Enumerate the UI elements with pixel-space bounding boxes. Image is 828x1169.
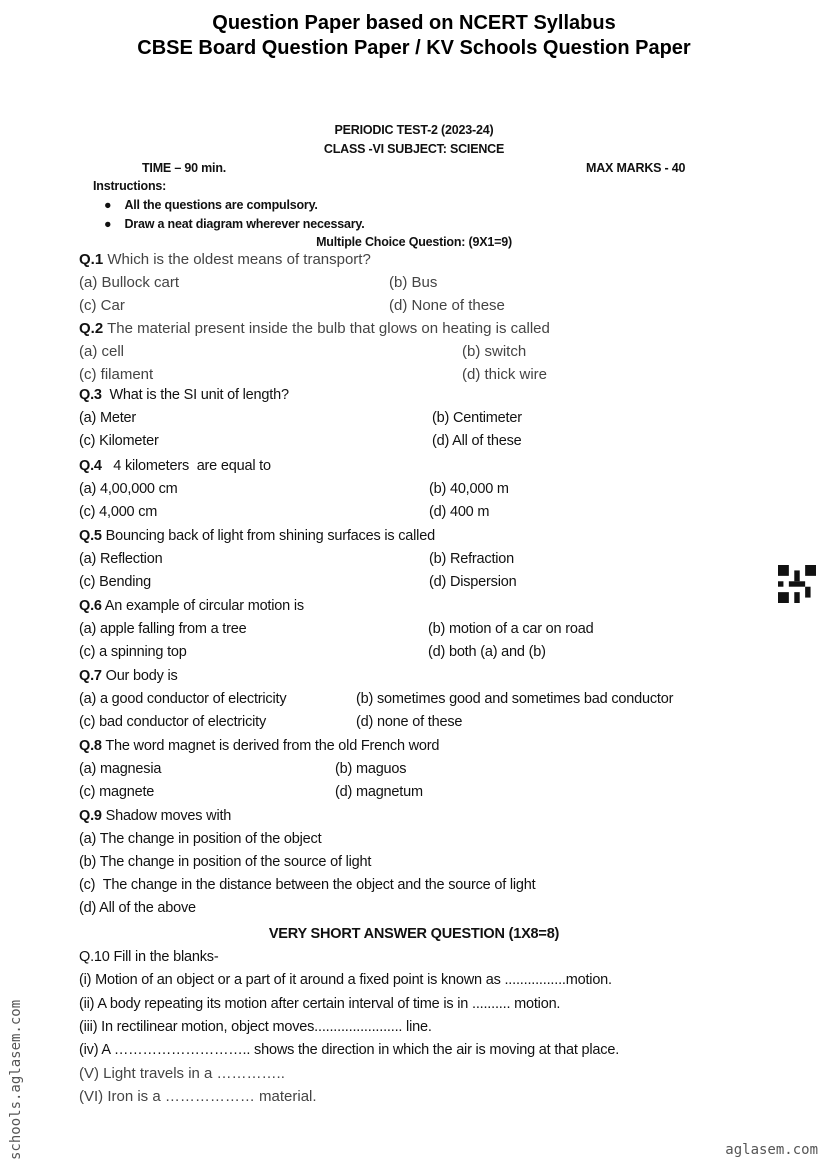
option: (c) a spinning top: [79, 644, 187, 660]
option: (b) maguos: [335, 761, 407, 777]
test-title: PERIODIC TEST-2 (2023-24): [334, 123, 494, 137]
option: (c) Car: [79, 297, 125, 314]
option: (a) cell: [79, 343, 125, 360]
option: (d) 400 m: [429, 504, 490, 520]
option: (b) 40,000 m: [429, 481, 509, 497]
option: (b) motion of a car on road: [428, 621, 594, 637]
question-5: [79, 527, 435, 545]
question-8: [79, 737, 439, 755]
option: (c) Bending: [79, 574, 151, 590]
question-number: Q.6: [79, 598, 102, 614]
option: (c) magnete: [79, 784, 155, 800]
question-text: Bouncing back of light from shining surfaces is called: [101, 528, 435, 544]
q10-item: (VI) Iron is a ……………… material.: [79, 1088, 317, 1105]
header-line-1: Question Paper based on NCERT Syllabus: [212, 12, 616, 34]
question-text: The word magnet is derived from the old French word: [101, 738, 440, 754]
section-b-heading: VERY SHORT ANSWER QUESTION (1X8=8): [268, 926, 560, 942]
option: (d) All of these: [432, 433, 522, 449]
question-1: [79, 251, 371, 269]
q10-item: (i) Motion of an object or a part of it around a fixed point is known as ................motion.: [79, 972, 612, 988]
watermark-left: schools.aglasem.com: [8, 999, 24, 1160]
option: (c) Kilometer: [79, 433, 159, 449]
option: (b) Bus: [389, 274, 438, 291]
question-number: Q.8: [79, 738, 102, 754]
option: (a) magnesia: [79, 761, 162, 777]
instruction-item: ● All the questions are compulsory.: [104, 198, 318, 212]
question-6: [79, 597, 304, 615]
question-text: Our body is: [101, 668, 178, 684]
option: (a) a good conductor of electricity: [79, 691, 287, 707]
option: (b) Refraction: [429, 551, 515, 567]
option: (d) none of these: [356, 714, 463, 730]
option: (a) apple falling from a tree: [79, 621, 247, 637]
question-number: Q.9: [79, 808, 102, 824]
option: (b) sometimes good and sometimes bad conductor: [356, 691, 674, 707]
question-number: Q.3: [79, 387, 102, 403]
question-number: Q.1: [79, 251, 104, 268]
section-a-heading: Multiple Choice Question: (9X1=9): [316, 235, 512, 249]
option: (a) The change in position of the object: [79, 831, 322, 847]
question-2: [79, 320, 550, 338]
option: (c) 4,000 cm: [79, 504, 158, 520]
question-number: Q.4: [79, 458, 102, 474]
time: TIME – 90 min.: [142, 161, 227, 175]
max-marks: MAX MARKS - 40: [586, 161, 686, 175]
q10-item: (iii) In rectilinear motion, object moves....................... line.: [79, 1019, 432, 1035]
question-text: 4 kilometers are equal to: [101, 458, 271, 474]
question-number: Q.5: [79, 528, 102, 544]
question-4: [79, 457, 271, 475]
question-text: Which is the oldest means of transport?: [103, 251, 371, 268]
header-line-2: CBSE Board Question Paper / KV Schools Question Paper: [137, 37, 691, 59]
question-text: An example of circular motion is: [101, 598, 304, 614]
q10-item: (ii) A body repeating its motion after certain interval of time is in .......... motion.: [79, 996, 561, 1012]
option: (d) All of the above: [79, 900, 196, 916]
question-9: [79, 807, 231, 825]
option: (c) bad conductor of electricity: [79, 714, 267, 730]
q10-title: Q.10 Fill in the blanks-: [79, 949, 219, 965]
instruction-text: All the questions are compulsory.: [124, 198, 318, 212]
option: (d) Dispersion: [429, 574, 517, 590]
option: (c) filament: [79, 366, 154, 383]
option: (a) Bullock cart: [79, 274, 180, 291]
question-3: [79, 386, 289, 404]
question-text: What is the SI unit of length?: [101, 387, 289, 403]
watermark-right: aglasem.com: [725, 1142, 818, 1158]
option: (b) The change in position of the source of light: [79, 854, 372, 870]
qr-code-icon: [778, 565, 816, 603]
option: (a) Meter: [79, 410, 137, 426]
q10-item: (V) Light travels in a …………..: [79, 1065, 285, 1082]
q10-item: (iv) A ……………………….. shows the direction in which the air is moving at that place.: [79, 1042, 620, 1058]
question-7: [79, 667, 178, 685]
option: (d) magnetum: [335, 784, 423, 800]
option: (b) Centimeter: [432, 410, 522, 426]
option: (d) both (a) and (b): [428, 644, 546, 660]
question-number: Q.7: [79, 668, 102, 684]
option: (a) Reflection: [79, 551, 163, 567]
option: (d) thick wire: [462, 366, 548, 383]
question-number: Q.2: [79, 320, 104, 337]
question-text: Shadow moves with: [101, 808, 232, 824]
instruction-item: ● Draw a neat diagram wherever necessary.: [104, 217, 365, 231]
class-subject: CLASS -VI SUBJECT: SCIENCE: [323, 142, 505, 156]
option: (d) None of these: [389, 297, 505, 314]
instruction-text: Draw a neat diagram wherever necessary.: [124, 217, 365, 231]
question-text: The material present inside the bulb that glows on heating is called: [103, 320, 550, 337]
option: (a) 4,00,000 cm: [79, 481, 178, 497]
option: (b) switch: [462, 343, 527, 360]
option: (c) The change in the distance between the object and the source of light: [79, 877, 536, 893]
instructions-label: Instructions:: [93, 179, 167, 193]
